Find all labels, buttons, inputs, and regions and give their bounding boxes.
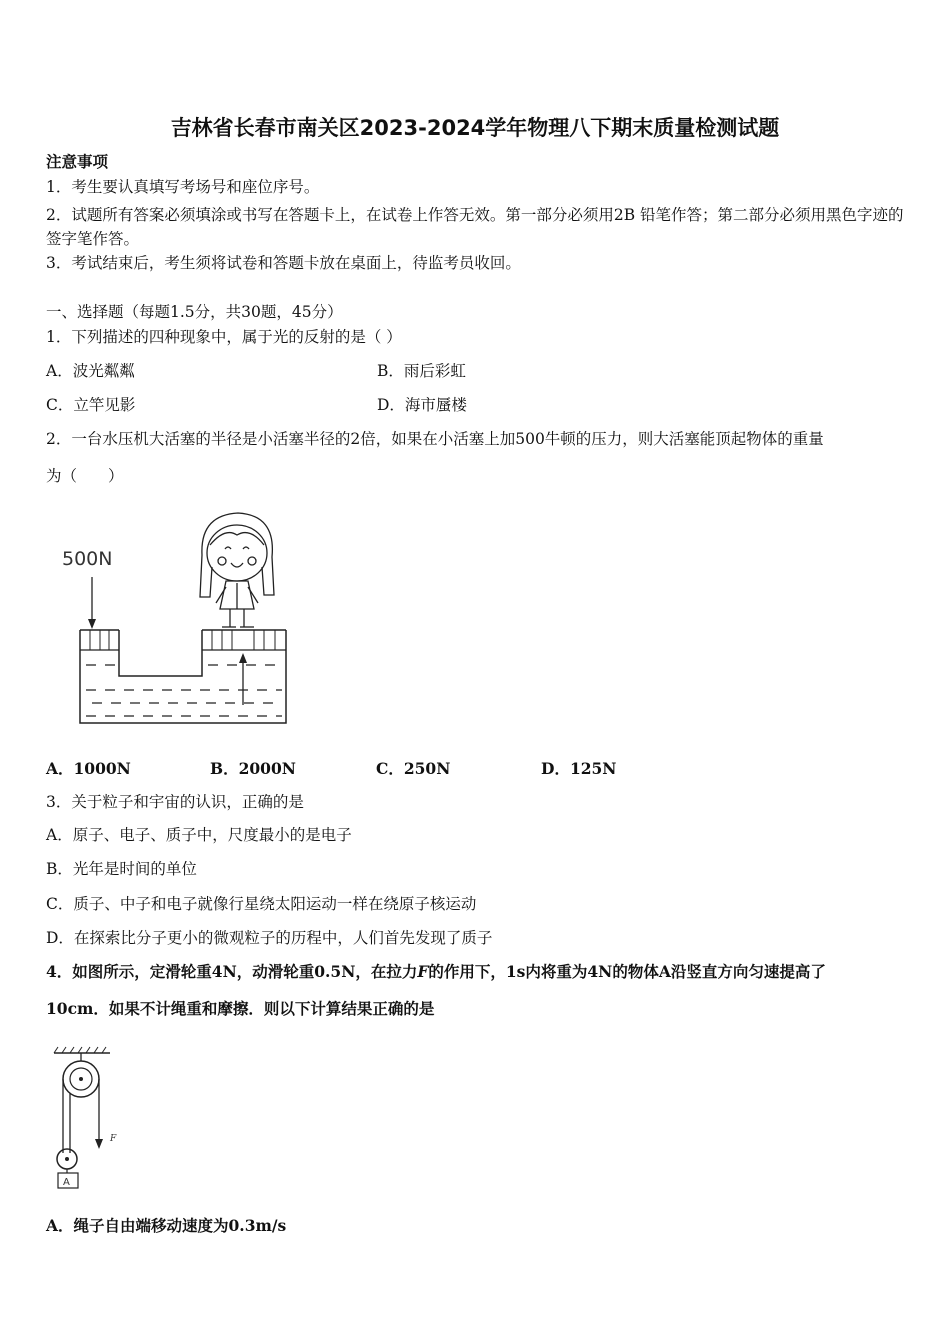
q4-option-a: A．绳子自由端移动速度为0.3m/s: [46, 1216, 287, 1235]
page-title: 吉林省长春市南关区2023-2024学年物理八下期末质量检测试题: [170, 116, 780, 140]
pulley-block-label: A: [63, 1177, 70, 1188]
q1-option-d: D．海市蜃楼: [377, 396, 467, 414]
q3-option-b: B．光年是时间的单位: [46, 860, 197, 878]
q2-option-d: D．125N: [541, 759, 617, 778]
q3-option-d: D．在探索比分子更小的微观粒子的历程中，人们首先发现了质子: [46, 929, 493, 947]
notice-item-3: 3．考试结束后，考生须将试卷和答题卡放在桌面上，待监考员收回。: [46, 254, 521, 272]
force-label: 500N: [62, 548, 113, 570]
q1-stem: 1．下列描述的四种现象中，属于光的反射的是（ ）: [46, 328, 402, 346]
section-heading: 一、选择题（每题1.5分，共30题，45分）: [46, 303, 343, 321]
q1-option-a: A．波光粼粼: [46, 362, 135, 380]
q2-option-a: A．1000N: [46, 759, 131, 778]
notice-item-1: 1．考生要认真填写考场号和座位序号。: [46, 178, 320, 196]
notice-heading: 注意事项: [46, 152, 109, 171]
q3-option-c: C．质子、中子和电子就像行星绕太阳运动一样在绕原子核运动: [46, 895, 477, 913]
q2-option-c: C．250N: [376, 759, 451, 778]
pulley-figure: [50, 1045, 140, 1195]
q4-stem-line2: 10cm．如果不计绳重和摩擦．则以下计算结果正确的是: [46, 999, 435, 1018]
q4-stem-line1: 4．如图所示，定滑轮重4N，动滑轮重0.5N，在拉力F的作用下，1s内将重为4N的物体A沿竖直方向匀速提高了: [46, 962, 826, 981]
notice-item-2: 2．试题所有答案必须填涂或书写在答题卡上，在试卷上作答无效。第一部分必须用2B 铅笔作答；第二部分必须用黑色字迹的签字笔作答。: [46, 206, 904, 248]
girl-figure: [200, 513, 274, 627]
q1-option-b: B．雨后彩虹: [377, 362, 466, 380]
q2-stem-line2: 为（ ）: [46, 467, 124, 485]
hydraulic-press-figure: [50, 505, 300, 730]
q1-option-c: C．立竿见影: [46, 396, 136, 414]
q2-stem-line1: 2．一台水压机大活塞的半径是小活塞半径的2倍，如果在小活塞上加500牛顿的压力，则大活塞能顶起物体的重量: [46, 430, 824, 448]
q2-option-b: B．2000N: [210, 759, 296, 778]
q3-option-a: A．原子、电子、质子中，尺度最小的是电子: [46, 826, 352, 844]
pulley-force-label: F: [110, 1134, 117, 1144]
q3-stem: 3．关于粒子和宇宙的认识，正确的是: [46, 793, 304, 811]
